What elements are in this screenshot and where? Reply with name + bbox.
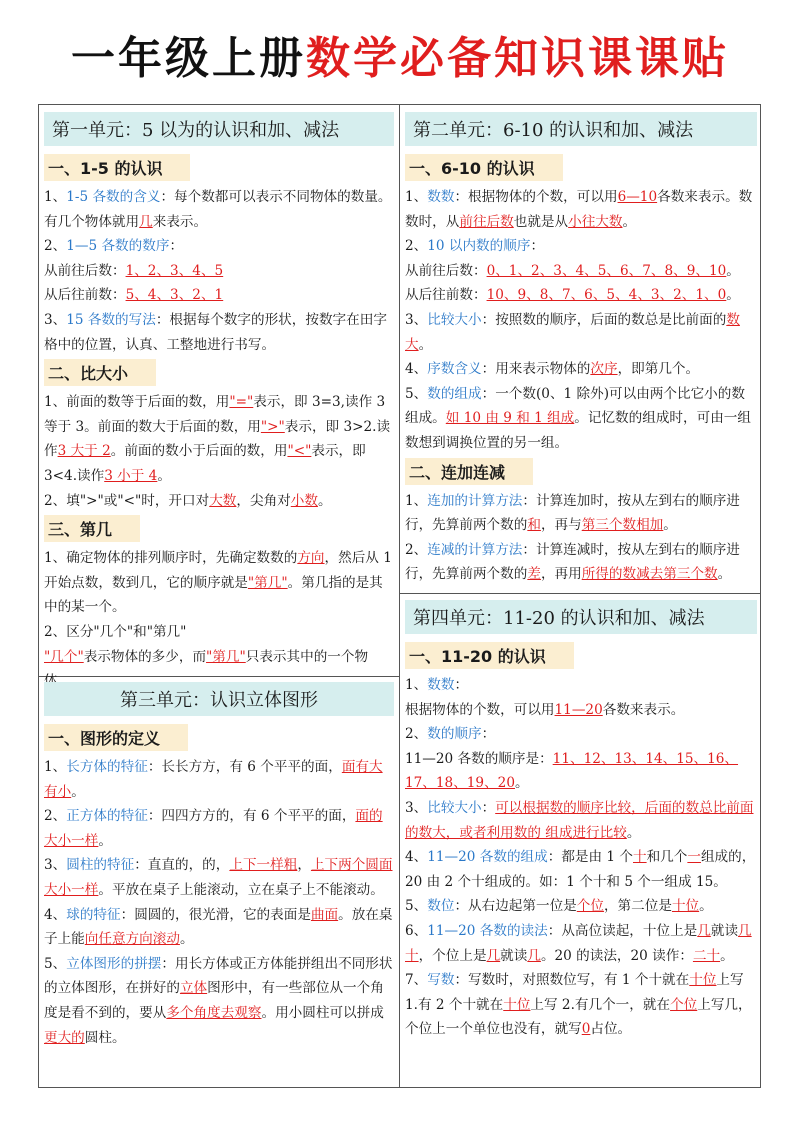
unit-2-item-5: 5、数的组成：一个数(0、1 除外)可以由两个比它小的数组成。如 10 由 9 和 1 组成。记忆数的组成时，可由一组数想到调换位置的另一组。 bbox=[405, 385, 751, 451]
title-red: 数学必备知识课课贴 bbox=[306, 33, 729, 84]
unit-2-item-4: 4、序数含义：用来表示物体的次序，即第几个。 bbox=[405, 361, 700, 378]
unit-2-add: 1、连加的计算方法：计算连加时，按从左到右的顺序进行，先算前两个数的和，再与第三个数相加。 bbox=[405, 492, 740, 534]
unit-3 bbox=[44, 682, 394, 1050]
unit-2-title: 第二单元：6-10 的认识和加、减法 bbox=[405, 112, 757, 146]
unit-1-item-3: 3、15 各数的写法：根据每个数字的形状，按数字在田字格中的位置，认真、工整地进行书写。 bbox=[44, 311, 387, 353]
column-divider bbox=[399, 104, 400, 1088]
unit-1-section-2: 二、比大小 bbox=[44, 359, 156, 386]
unit-1-item-2: 2、1—5 各数的数序： 从前往后数：1、2、3、4、5 从后往前数：5、4、3、2、1 bbox=[44, 238, 224, 304]
unit-4-section-1: 一、11-20 的认识 bbox=[405, 642, 574, 669]
unit-4-item-3: 3、比较大小：可以根据数的顺序比较，后面的数总比前面的数大，或者利用数的 组成进行比较。 bbox=[405, 799, 754, 841]
unit-2-section-2: 二、连加连减 bbox=[405, 458, 533, 485]
title-black: 一年级上册 bbox=[71, 33, 306, 84]
unit-1 bbox=[44, 112, 394, 694]
unit-4-item-6: 6、11—20 各数的读法：从高位读起，十位上是几就读几十，个位上是几就读几。20 的读法，20 读作：二十。 bbox=[405, 922, 752, 964]
unit-2 bbox=[405, 112, 757, 587]
unit-2-section-1: 一、6-10 的认识 bbox=[405, 154, 563, 181]
unit-4-item-1: 1、数数： 根据物体的个数，可以用11—20各数来表示。 bbox=[405, 677, 685, 718]
unit-1-item-1: 1、1-5 各数的含义：每个数都可以表示不同物体的数量。有几个物体就用几来表示。 bbox=[44, 189, 392, 230]
unit-4-item-5: 5、数位：从右边起第一位是个位，第二位是十位。 bbox=[405, 898, 713, 915]
unit-1-compare-2: 2、填">"或"<"时，开口对大数，尖角对小数。 bbox=[44, 492, 332, 509]
page-title bbox=[0, 22, 800, 86]
unit-1-section-1: 一、1-5 的认识 bbox=[44, 154, 190, 181]
unit-2-item-1: 1、数数：根据物体的个数，可以用6—10各数来表示。数数时，从前往后数也就是从小往大数。 bbox=[405, 189, 753, 230]
unit-3-item-5: 5、立体图形的拼摆：用长方体或正方体能拼组出不同形状的立体图形，在拼好的立体图形中，有一些部位从一个角度是看不到的，要从多个角度去观察。用小圆柱可以拼成更大的圆柱。 bbox=[44, 955, 393, 1046]
unit-4-item-7: 7、写数：写数时，对照数位写，有 1 个十就在十位上写 1.有 2 个十就在十位上写 2.有几个一，就在个位上写几，个位上一个单位也没有，就写0占位。 bbox=[405, 972, 752, 1038]
right-divider bbox=[400, 593, 761, 594]
unit-3-item-2: 2、正方体的特征：四四方方的，有 6 个平平的面，面的大小一样。 bbox=[44, 808, 383, 849]
unit-2-subtract: 2、连减的计算方法：计算连减时，按从左到右的顺序进行，先算前两个数的差，再用所得的数减去第三个数。 bbox=[405, 541, 740, 583]
unit-3-item-1: 1、长方体的特征：长长方方，有 6 个平平的面，面有大有小。 bbox=[44, 759, 383, 800]
unit-1-order-2: 2、区分"几个"和"第几" "几个"表示物体的多少，而"第几"只表示其中的一个物 bbox=[44, 623, 369, 665]
unit-3-item-4: 4、球的特征：圆圆的，很光滑，它的表面是曲面。放在桌子上能向任意方向滚动。 bbox=[44, 906, 393, 948]
unit-1-order-1: 1、确定物体的排列顺序时，先确定数数的方向，然后从 1 开始点数，数到几，它的顺序就是"第几"。第几指的是其中的某一个。 bbox=[44, 550, 392, 616]
unit-3-item-3: 3、圆柱的特征：直直的，的，上下一样粗，上下两个圆面大小一样。平放在桌子上能滚动，立在桌子上不能滚动。 bbox=[44, 857, 393, 898]
unit-3-title: 第三单元：认识立体图形 bbox=[44, 682, 394, 716]
unit-1-title: 第一单元：5 以为的认识和加、减法 bbox=[44, 112, 394, 146]
unit-3-section-1: 一、图形的定义 bbox=[44, 724, 188, 751]
unit-4 bbox=[405, 600, 757, 1042]
unit-4-title: 第四单元：11-20 的认识和加、减法 bbox=[405, 600, 757, 634]
unit-2-item-2: 2、10 以内数的顺序： 从前往后数：0、1、2、3、4、5、6、7、8、9、10。 从后往前数：10、9、8、7、6、5、4、3、2、1、0。 bbox=[405, 238, 740, 304]
unit-1-section-3: 三、第几 bbox=[44, 515, 140, 542]
unit-2-item-3: 3、比较大小：按照数的顺序，后面的数总是比前面的数大。 bbox=[405, 311, 740, 353]
unit-4-item-2: 2、数的顺序： 11—20 各数的顺序是：11、12、13、14、15、16、17、18、19、20。 bbox=[405, 726, 739, 792]
unit-4-item-4: 4、11—20 各数的组成：都是由 1 个十和几个一组成的，20 由 2 个十组成的。如：1 个十和 5 个一组成 15。 bbox=[405, 849, 756, 890]
unit-1-compare-1: 1、前面的数等于后面的数，用"="表示，即 3=3,读作 3 等于 3。前面的数大于后面的数，用">"表示，即 3>2.读作3 大于 2。前面的数小于后面的数，用"<"表示，即 3<4.读作3 小于 4。 bbox=[44, 394, 391, 484]
